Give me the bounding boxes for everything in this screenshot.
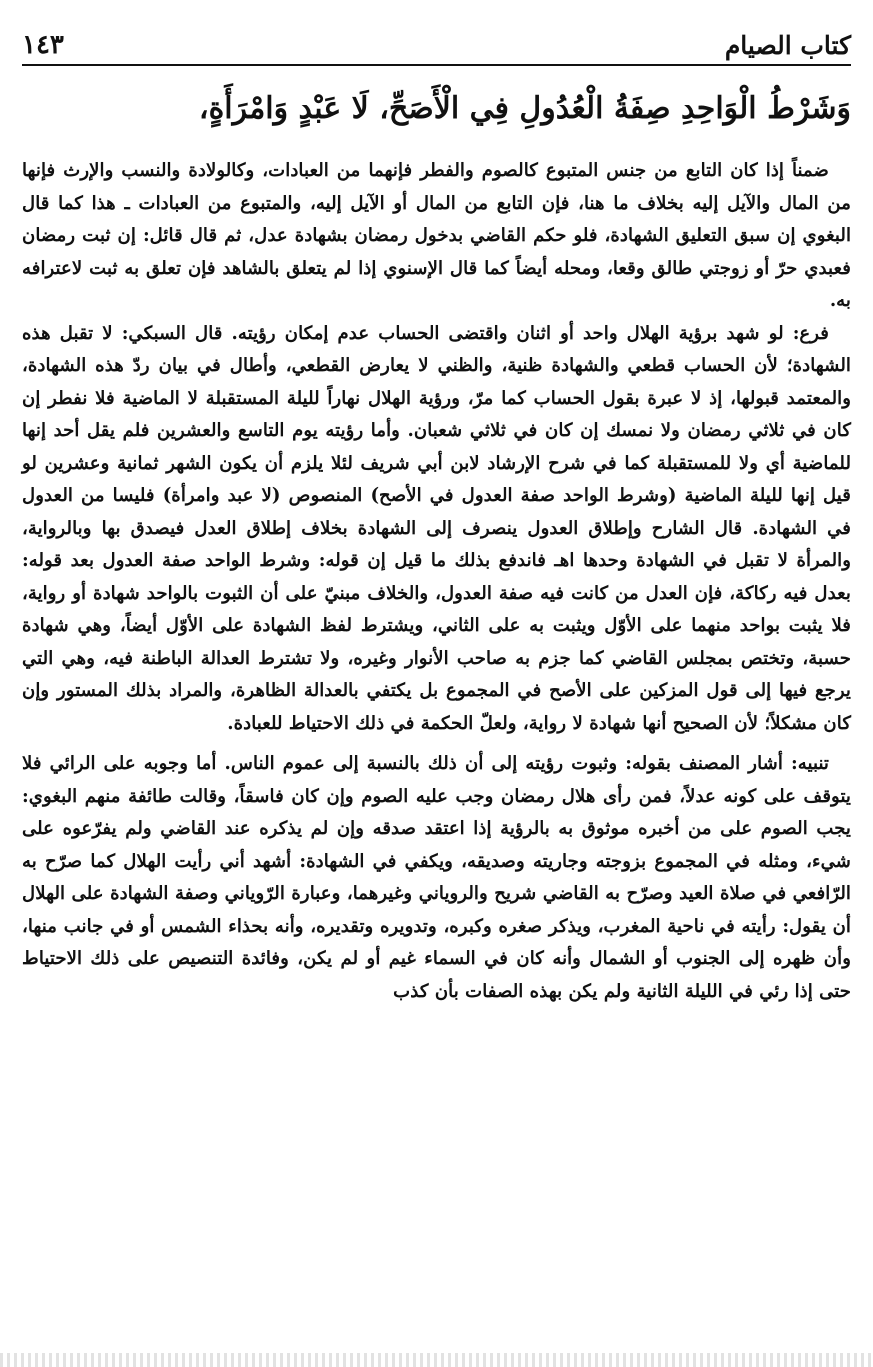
paragraph: ضمناً إذا كان التابع من جنس المتبوع كالصوم والفطر فإنهما من العبادات، وكالولادة والنسب والإرث فإنها من المال والآيل إليه بخلاف ما هنا، فإن التابع من المال أو الآيل إليه، والمتبوع من العبادات ـ هذا كما قال البغوي إن سبق التعليق الشهادة، فلو حكم القاضي بدخول رمضان بشهادة عدل، ثم قال قائل: إن ثبت رمضان فعبدي حرّ أو زوجتي طالق وقعا، ومحله أيضاً كما قال الإسنوي إذا لم يتعلق بالشاهد فإن تعلق به ثبت لاعترافه به. bbox=[22, 160, 851, 311]
commentary-text bbox=[22, 155, 851, 1008]
page-header bbox=[22, 20, 851, 66]
paragraph: فرع: لو شهد برؤية الهلال واحد أو اثنان واقتضى الحساب عدم إمكان رؤيته. قال السبكي: لا تقبل هذه الشهادة؛ لأن الحساب قطعي والشهادة ظنية، والظني لا يعارض القطعي، وأطال في بيان ردّ هذه الشهادة، والمعتمد قبولها، إذ لا عبرة بقول الحساب كما مرّ، ورؤية الهلال نهاراً لليلة المستقبلة لا الماضية فلا نفطر إن كان في ثلاثي رمضان ولا نمسك إن كان في ثلاثي شعبان. وأما رؤيته يوم التاسع والعشرين فلم يقل أحد إنها للماضية أي ولا للمستقبلة كما في شرح الإرشاد لابن أبي شريف لئلا يلزم أن يكون الشهر ثمانية وعشرين لو قيل إنها لليلة الماضية (وشرط الواحد صفة العدول في الأصح) المنصوص (لا عبد وامرأة) فليسا من العدول في الشهادة. قال الشارح وإطلاق العدول ينصرف إلى الشهادة بخلاف إطلاق العدل فيصدق بها وبالرواية، والمرأة لا تقبل في الشهادة وحدها اهـ فاندفع بذلك ما قيل إن قوله: وشرط الواحد صفة العدول بعد قوله: بعدل فيه ركاكة، فإن العدل من كانت فيه صفة العدول، والخلاف مبنيّ على أن الثبوت بالواحد شهادة أو رواية، فلا يثبت بواحد منهما على الأوّل ويثبت به على الثاني، ويشترط لفظ الشهادة على الأوّل أيضاً، وهي شهادة حسبة، وتختص بمجلس القاضي كما جزم به صاحب الأنوار وغيره، ولا تشترط العدالة الباطنة فيه، وهي التي يرجع فيها إلى قول المزكين على الأصح في المجموع بل يكتفي بالعدالة الظاهرة، والمراد بذلك المستور وإن كان مشكلاً؛ لأن الصحيح أنها شهادة لا رواية، ولعلّ الحكمة في ذلك الاحتياط للعبادة. bbox=[22, 322, 851, 734]
scan-edge bbox=[0, 1353, 873, 1367]
book-title: كتاب الصيام bbox=[724, 31, 851, 60]
page-number: ١٤٣ bbox=[22, 30, 64, 60]
matn-text: وَشَرْطُ الْوَاحِدِ صِفَةُ الْعُدُولِ فِي الْأَصَحِّ، لَا عَبْدٍ وَامْرَأَةٍ، bbox=[198, 91, 851, 126]
paragraph: تنبيه: أشار المصنف بقوله: وثبوت رؤيته إلى أن ذلك بالنسبة إلى عموم الناس. أما وجوبه على الرائي فلا يتوقف على كونه عدلاً، فمن رأى هلال رمضان وجب عليه الصوم وإن كان فاسقاً، وقالت طائفة منهم البغوي: يجب الصوم على من أخبره موثوق به بالرؤية إذا اعتقد صدقه وإن لم يذكره عند القاضي ولم يفرّعوه على شيء، ومثله في المجموع بزوجته وجاريته وصديقه، ويكفي في الشهادة: أشهد أني رأيت الهلال كما صرّح به الرّافعي في صلاة العيد وصرّح به القاضي شريح والروياني وغيرهما، وعبارة الرّوياني وصفة الشهادة على الهلال أن يقول: رأيته في ناحية المغرب، ويذكر صغره وكبره، وتدويره وتقديره، وأنه بحذاء الشمس أو في جانب منها، وأن ظهره إلى الجنوب أو الشمال وأنه كان في السماء غيم أو لم يكن، وفائدة التنصيص على ذلك الاحتياط حتى إذا رئي في الليلة الثانية ولم يكن بهذه الصفات بأن كذب bbox=[22, 753, 851, 1002]
